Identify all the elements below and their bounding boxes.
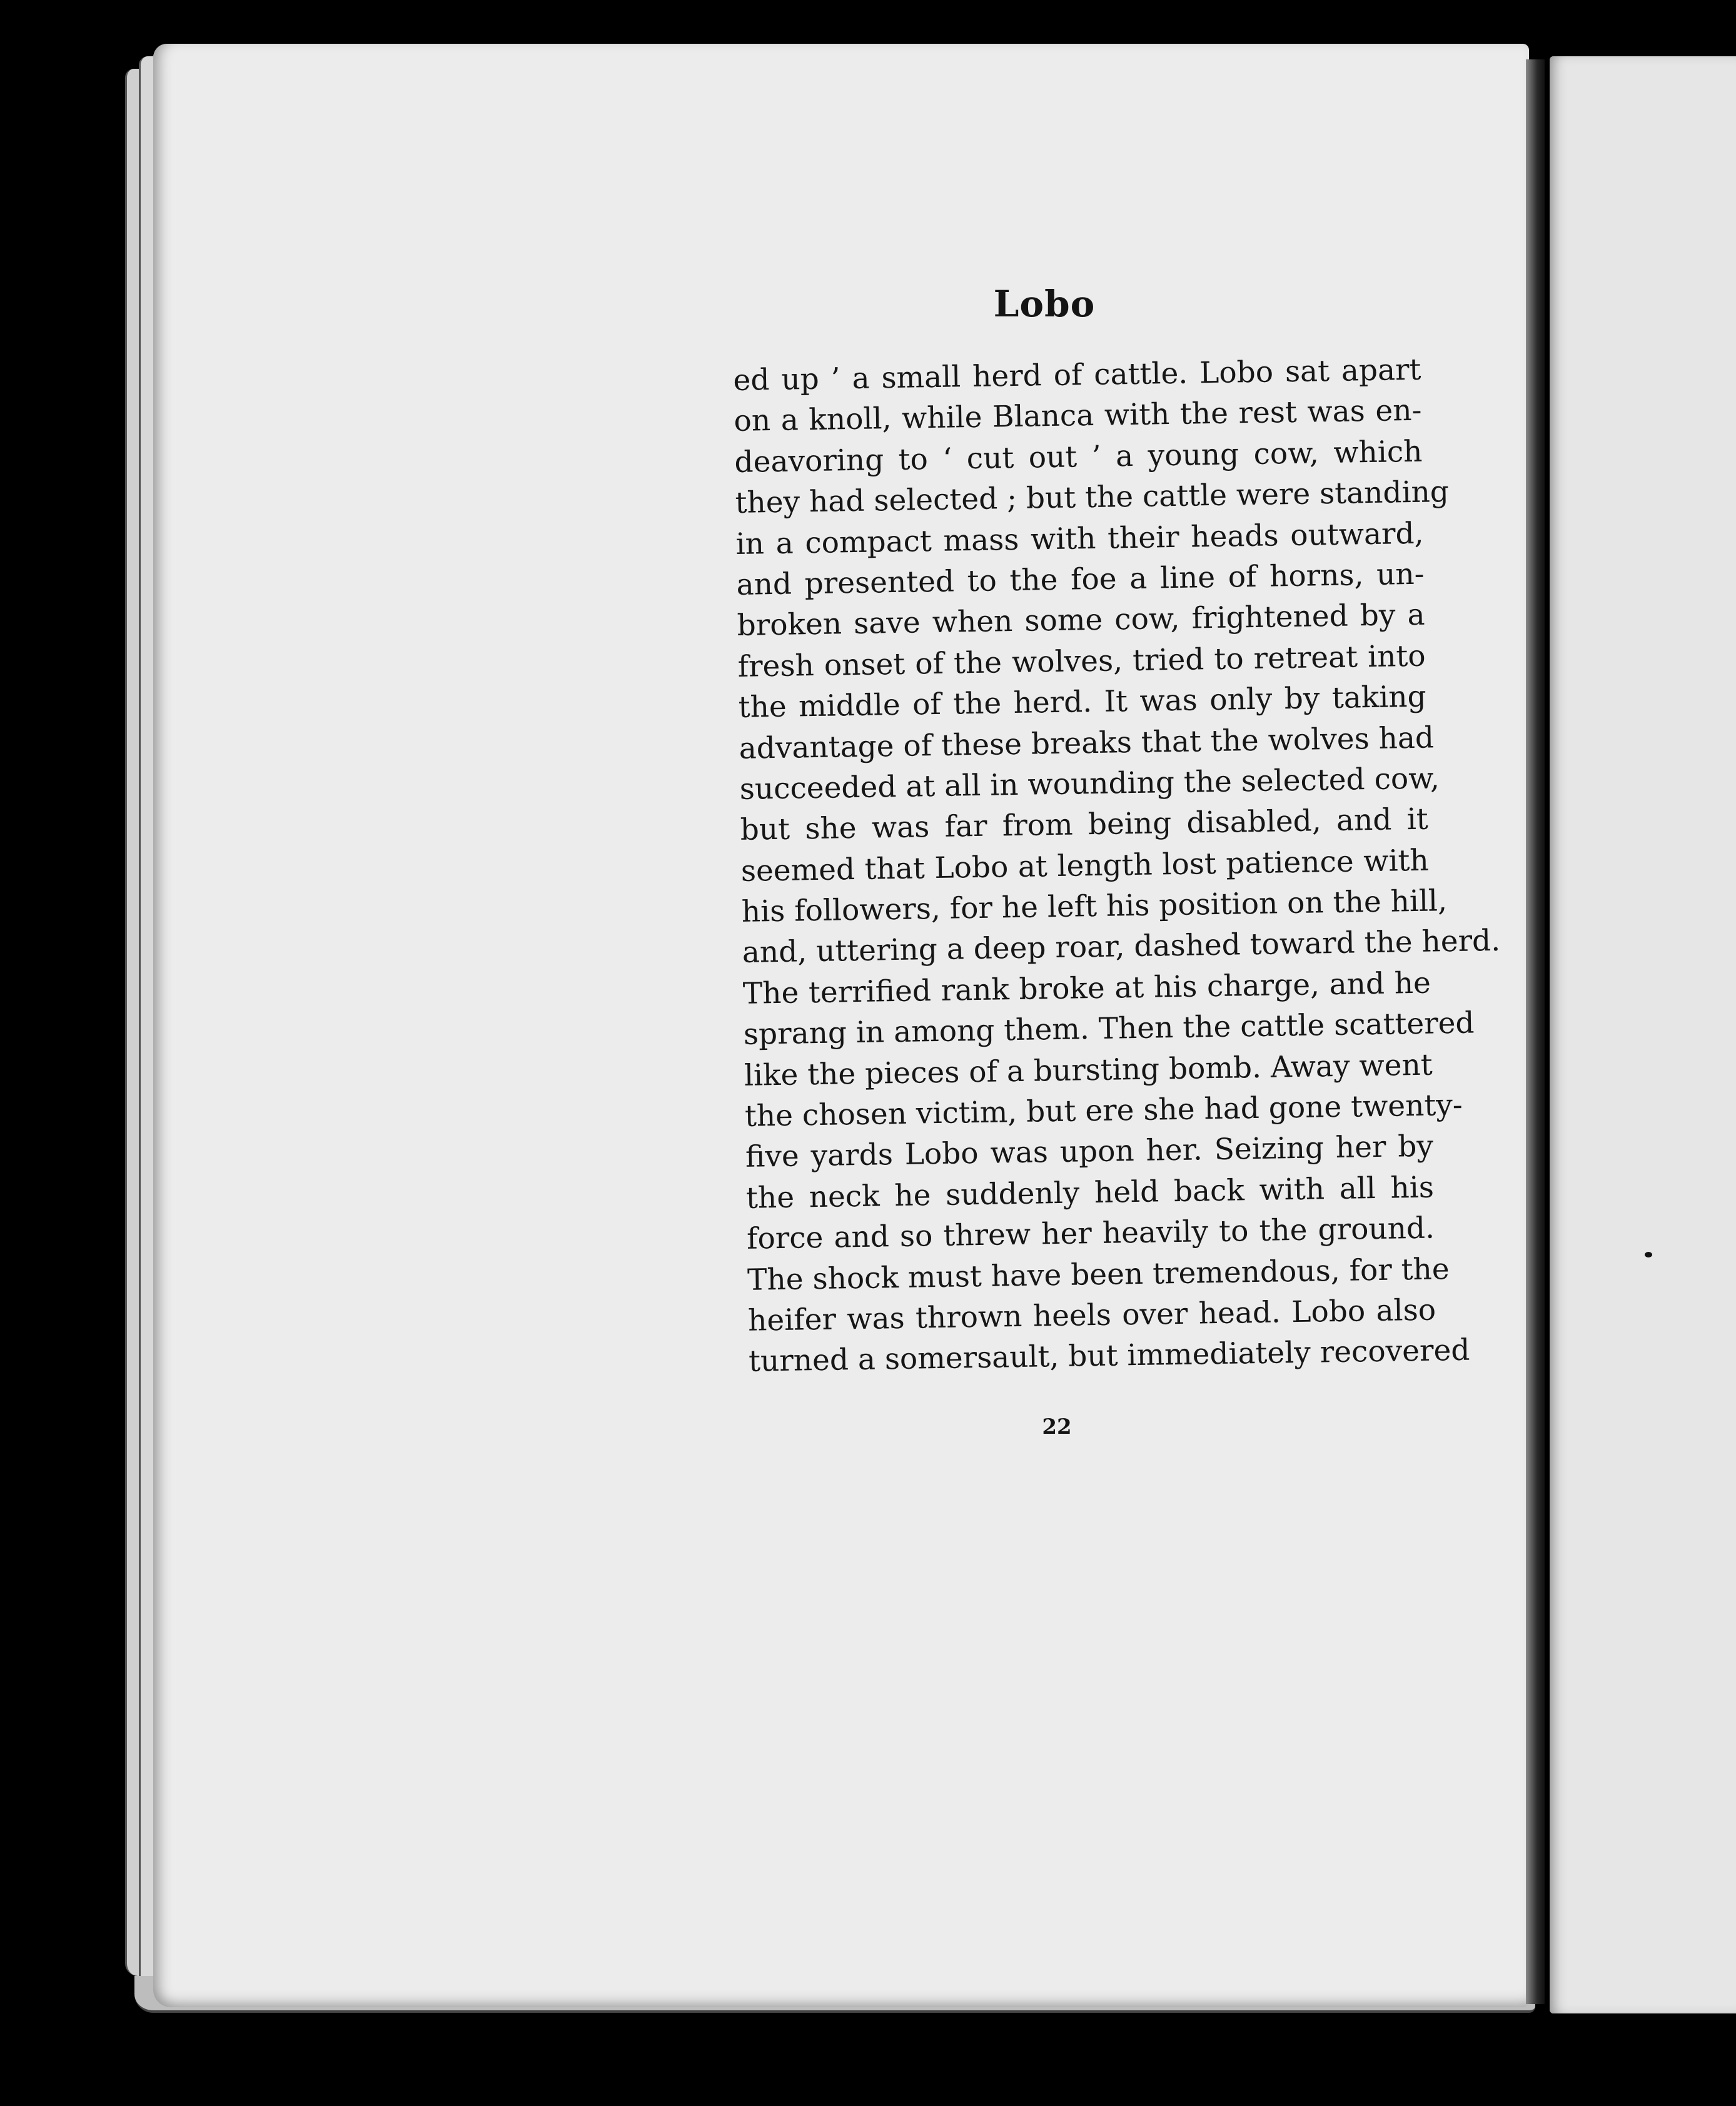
text-line: the chosen victim, but ere she had gone twenty- — [744, 1087, 1463, 1134]
text-line: The terrified rank broke at his charge, and he — [742, 965, 1431, 1011]
text-line: force and so threw her heavily to the ground. — [746, 1211, 1435, 1257]
text-line: they had selected ; but the cattle were standing — [735, 475, 1450, 521]
text-line: in a compact mass with their heads outward, — [735, 516, 1424, 562]
text-line: like the pieces of a bursting bomb. Away went — [744, 1047, 1433, 1093]
text-line: and presented to the foe a line of horns, un- — [736, 557, 1425, 602]
page-number: 22 — [1042, 1414, 1072, 1439]
running-head: Lobo — [993, 283, 1096, 325]
text-line: deavoring to ‘ cut out ’ a young cow, which — [734, 434, 1423, 480]
text-line: seemed that Lobo at length lost patience with — [740, 843, 1430, 889]
text-line: turned a somersault, but immediately recovered — [748, 1333, 1470, 1379]
text-line: on a knoll, while Blanca with the rest was en- — [734, 393, 1422, 439]
text-line: and, uttering a deep roar, dashed toward the herd. — [742, 924, 1501, 970]
text-line: but she was far from being disabled, and it — [740, 802, 1429, 848]
book-spine-gutter — [1526, 59, 1545, 2004]
text-line: sprang in among them. Then the cattle scattered — [743, 1005, 1475, 1052]
text-line: fresh onset of the wolves, tried to retreat into — [737, 638, 1426, 684]
ink-speck — [1645, 1252, 1652, 1257]
text-line: broken save when some cow, frightened by a — [737, 598, 1425, 643]
text-line: the neck he suddenly held back with all his — [745, 1170, 1435, 1216]
text-line: ed up ’ a small herd of cattle. Lobo sat apart — [733, 352, 1421, 398]
text-line: heifer was thrown heels over head. Lobo also — [747, 1292, 1436, 1338]
text-line: The shock must have been tremendous, for the — [747, 1251, 1450, 1297]
body-text — [733, 350, 1501, 1383]
text-line: succeeded at all in wounding the selected cow, — [739, 761, 1440, 807]
text-line: advantage of these breaks that the wolves had — [739, 720, 1435, 766]
text-line: five yards Lobo was upon her. Seizing her by — [745, 1129, 1434, 1175]
text-line: the middle of the herd. It was only by taking — [738, 679, 1427, 725]
facing-page-edge — [1550, 56, 1736, 2013]
text-line: his followers, for he left his position on the hill, — [741, 884, 1448, 929]
